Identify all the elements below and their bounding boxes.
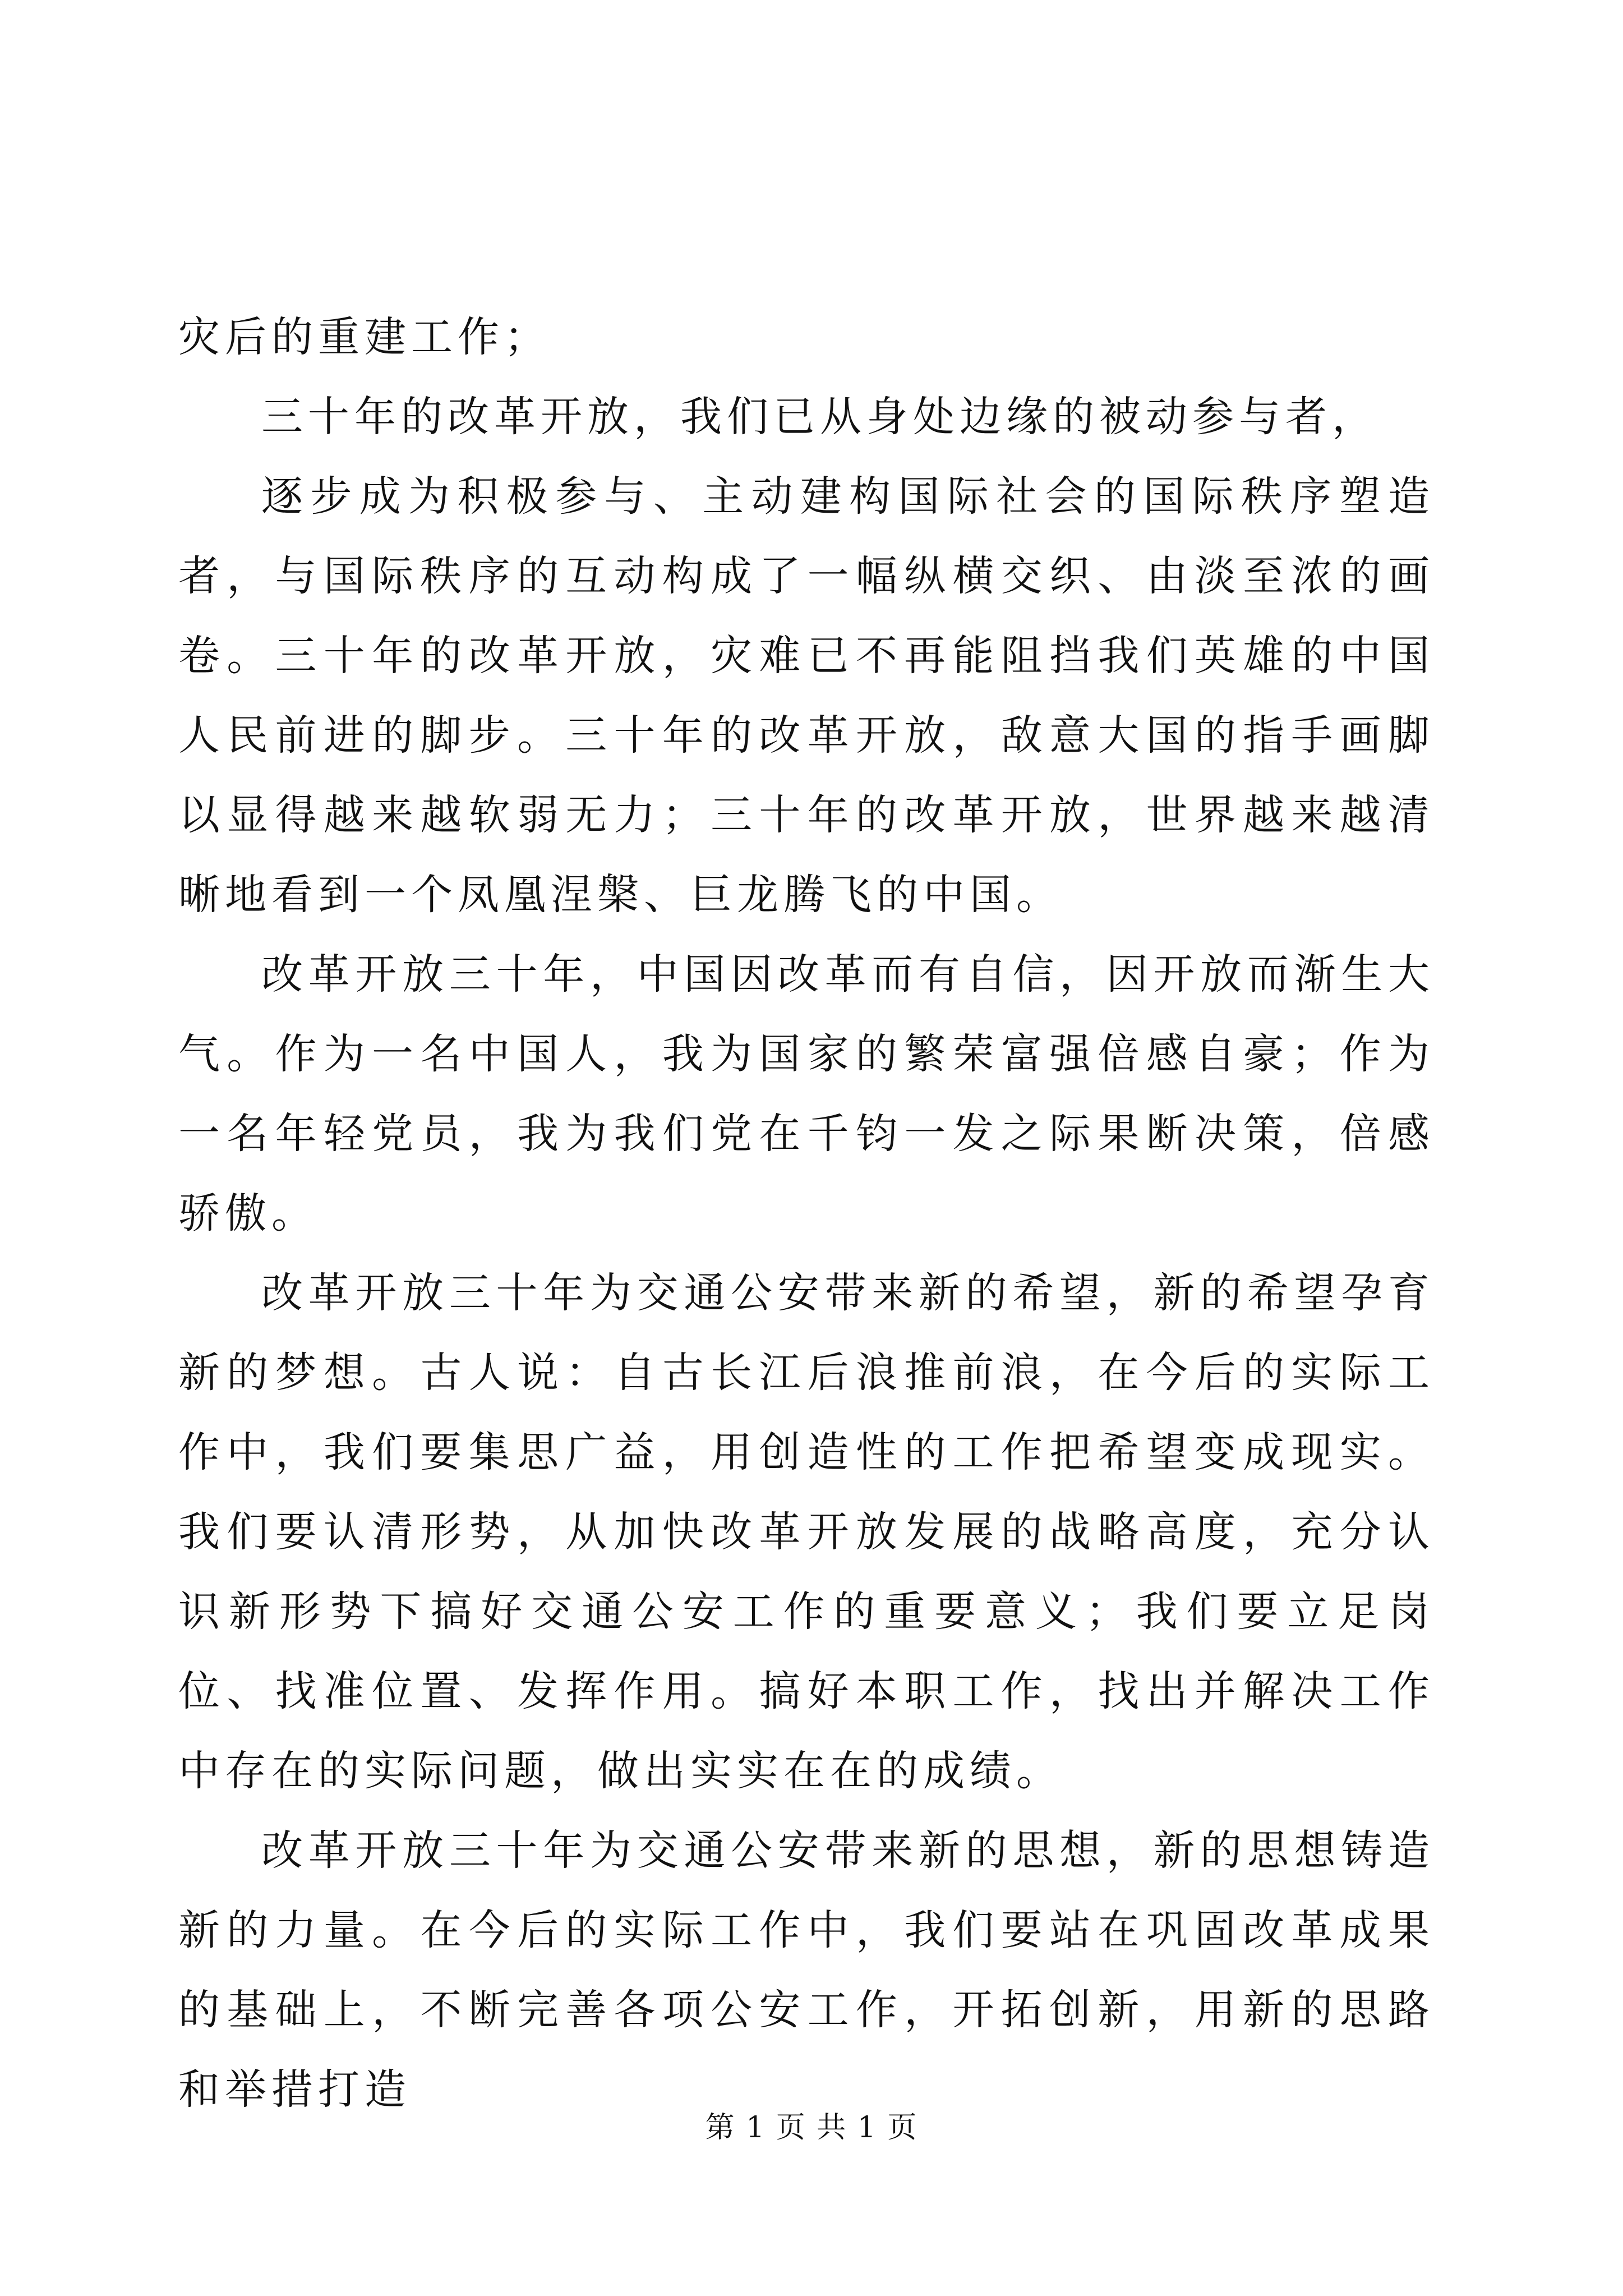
paragraph-2: 三十年的改革开放，我们已从身处边缘的被动参与者，	[261, 393, 1378, 441]
paragraph-1: 灾后的重建工作；	[178, 313, 551, 361]
paragraph-4: 改革开放三十年，中国因改革而有自信，因开放而渐生大气。作为一名中国人，我为国家的繁荣富强倍感自豪；作为一名年轻党员，我为我们党在千钧一发之际果断决策，倍感骄傲。	[178, 950, 1435, 1237]
page-number-footer: 第 1 页 共 1 页	[705, 2111, 918, 2145]
paragraph-5: 改革开放三十年为交通公安带来新的希望，新的希望孕育新的梦想。古人说：自古长江后浪推前浪，在今后的实际工作中，我们要集思广益，用创造性的工作把希望变成现实。我们要认清形势，从加快改革开放发展的战略高度，充分认识新形势下搞好交通公安工作的重要意义；我们要立足岗位、找准位置、发挥作用。搞好本职工作，找出并解决工作中存在的实际问题，做出实实在在的成绩。	[178, 1269, 1435, 1795]
paragraph-6: 改革开放三十年为交通公安带来新的思想，新的思想铸造新的力量。在今后的实际工作中，我们要站在巩固改革成果的基础上，不断完善各项公安工作，开拓创新，用新的思路和举措打造	[178, 1826, 1435, 2114]
paragraph-3: 逐步成为积极参与、主动建构国际社会的国际秩序塑造者，与国际秩序的互动构成了一幅纵横交织、由淡至浓的画卷。三十年的改革开放，灾难已不再能阻挡我们英雄的中国人民前进的脚步。三十年的改革开放，敌意大国的指手画脚以显得越来越软弱无力；三十年的改革开放，世界越来越清晰地看到一个凤凰涅槃、巨龙腾飞的中国。	[178, 472, 1435, 919]
document-body	[178, 297, 1435, 2129]
